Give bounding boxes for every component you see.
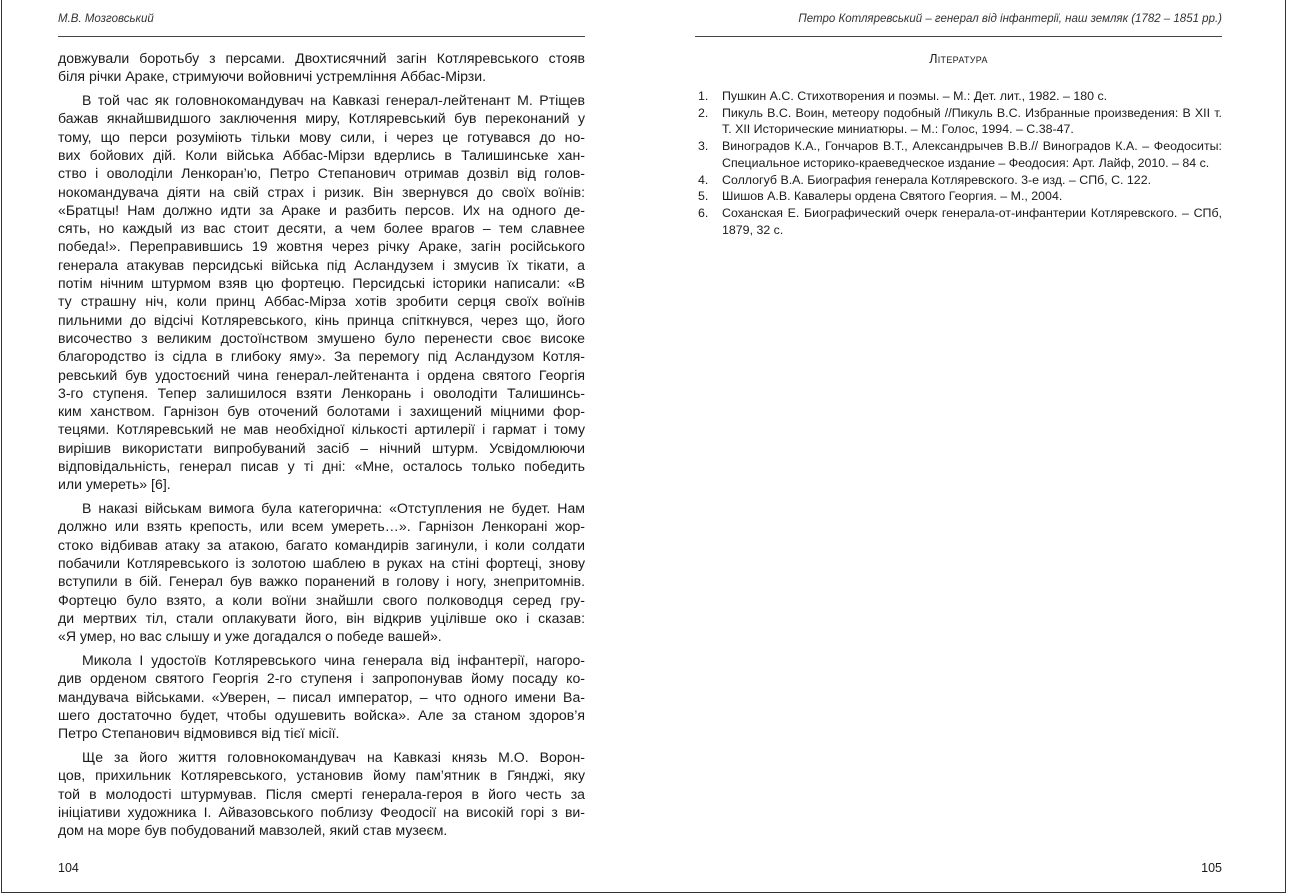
- paragraph: [58, 91, 585, 494]
- text-line: ди мертвих тіл, стали оплакувати його, він відкрив уцілівше око і сказав:: [58, 609, 585, 626]
- text-line: ревський був удостоєний чина генерал-лейтенанта і ордена святого Георгія: [58, 366, 585, 383]
- text-line: Микола І удостоїв Котляревського чина генерала від інфантерії, нагоро-: [82, 652, 585, 668]
- text-line: дом на море був побудований мавзолей, який став музеєм.: [58, 822, 448, 839]
- reference-item: [698, 205, 1222, 238]
- text-line: или умереть» [6].: [58, 476, 171, 493]
- text-line: той в молодості штурмував. Після смерті генерала-героя в його честь за: [58, 785, 585, 802]
- text-line: В той час як головнокомандувач на Кавказі генерал-лейтенант М. Ртіщев: [82, 92, 585, 109]
- reference-item: [698, 172, 1222, 189]
- reference-item: [698, 138, 1222, 171]
- section-title: Література: [929, 52, 988, 66]
- reference-text: Соллогуб В.А. Биография генерала Котляревского. 3-е изд. – СПб, С. 122.: [722, 172, 1152, 187]
- reference-item: [698, 188, 1222, 205]
- text-line: довжували боротьбу з персами. Двохтисячний загін Котляревського стояв: [58, 50, 585, 66]
- text-line: шего достаточно будет, чтобы одушевить войска». Але за станом здоров’я: [58, 706, 585, 723]
- text-line: відповідальність, генерал писав у ті дні: «Мне, осталось только победить: [58, 458, 585, 475]
- text-line: ство і оволоділи Ленкоран’ю, Петро Степанович отримав дозвіл від голов-: [58, 165, 585, 182]
- text-line: победа!». Переправившись 19 жовтня через річку Араке, загін російського: [58, 238, 585, 255]
- text-line: генерала атакував перcидські війська під Асландузем і змусив їх тікати, а: [58, 256, 585, 273]
- paragraph: [58, 748, 585, 839]
- text-line: нокомандувача діяти на свій страх і ризик. Він звернувся до своїх воїнів:: [58, 183, 585, 200]
- body-text: [58, 49, 585, 845]
- text-line: 3-го ступеня. Тепер залишилося взяти Ленкорань і оволодіти Талишинсь-: [58, 384, 585, 401]
- text-line: потім нічним штурмом взяв цю фортецю. Персидські історики написали: «В: [58, 275, 585, 292]
- page-number: 104: [58, 861, 79, 875]
- reference-text: Виноградов К.А., Гончаров В.Т., Александрычев В.В.// Виноградов К.А. – Феодоситы: Специальное историко-краеведческое издание – Феодосия: Арт. Лайф, 2010. – 84 с.: [722, 139, 1222, 170]
- text-line: височество з великим достоїнством змушено було перенести своє високе: [58, 329, 585, 346]
- reference-text: Шишов А.В. Кавалеры ордена Святого Георгия. – М., 2004.: [722, 189, 1063, 204]
- text-line: стоко відбивав атаку за атакою, багато командирів загинули, і коли солдати: [58, 536, 585, 553]
- reference-number: 6.: [698, 205, 709, 220]
- reference-number: 3.: [698, 139, 709, 154]
- running-head-author: М.В. Мозговський: [58, 13, 154, 25]
- reference-number: 4.: [698, 172, 709, 187]
- reference-item: [698, 88, 1222, 105]
- text-line: біля річки Араке, стримуючи войовничі устремління Аббас-Мірзи.: [58, 68, 487, 85]
- text-line: «Я умер, но вас слышу и уже догадался о победе вашей».: [58, 628, 442, 645]
- text-line: «Братцы! Нам должно идти за Араке и разбить персов. Их на одного де-: [58, 201, 585, 218]
- text-line: Ще за його життя головнокомандувач на Кавказі князь М.О. Ворон-: [82, 748, 585, 765]
- text-line: побачили Котляревського із золотою шаблею в руках на стіні фортеці, знову: [58, 555, 585, 572]
- reference-text: Пушкин А.С. Стихотворения и поэмы. – М.: Дет. лит., 1982. – 180 с.: [722, 89, 1108, 103]
- paragraph: [58, 499, 585, 645]
- text-line: сять, но каждый из вас стоит десяти, а чем более врагов – тем славнее: [58, 220, 585, 237]
- right-page: [695, 0, 1222, 896]
- reference-text: Пикуль В.С. Воин, метеору подобный //Пикуль В.С. Избранные произведения: В XII т. Т. XII Исторические миниатюры. – М.: Голос, 1994. – С.38-47.: [722, 105, 1222, 137]
- text-line: мандувача військами. «Уверен, – писал император, – что одного имени Ва-: [58, 688, 585, 705]
- text-line: ким ханством. Гарнізон був оточений болотами і захищений міцними фор-: [58, 403, 585, 420]
- text-line: тецями. Котляревський не мав необхідної кількості артилерії і гармат і тому: [58, 421, 585, 438]
- text-line: В наказі військам вимога була категорична: «Отступления не будет. Нам: [82, 500, 585, 517]
- text-line: ту страшну ніч, коли принц Аббас-Мірза хотів зробити серця своїх воїнів: [58, 293, 585, 310]
- text-line: благородство із сідла в глибоку яму». За перемогу під Асландузом Котля-: [58, 348, 585, 365]
- text-line: вирішив використати випробуваний засіб – нічний штурм. Усвідомлюючи: [58, 439, 585, 456]
- reference-number: 2.: [698, 105, 709, 120]
- page-number: 105: [1201, 861, 1222, 875]
- text-line: див орденом святого Георгія 2-го ступеня і запропонував йому посаду ко-: [58, 670, 585, 687]
- text-line: вступили в бій. Генерал був важко поранений в голову і ногу, знепритомнів.: [58, 573, 585, 590]
- reference-list: [698, 88, 1222, 238]
- reference-number: 1.: [698, 89, 709, 103]
- header-rule: [695, 36, 1222, 37]
- text-line: бажав якнайшвидшого заключення миру, Котляревський був переконаний у: [58, 110, 585, 127]
- header-rule: [58, 36, 585, 37]
- reference-text: Соханская Е. Биографический очерк генерала-от-инфантерии Котляревского. – СПб, 1879, 32 с.: [722, 205, 1222, 237]
- text-line: ініціативи художника І. Айвазовського поблизу Феодосії на високій горі з ви-: [58, 803, 585, 820]
- text-line: Петро Степанович відмовився від тієї місії.: [58, 725, 340, 742]
- left-page: [58, 0, 585, 896]
- reference-number: 5.: [698, 189, 709, 204]
- text-line: Фортецю було взято, а коли воїни знайшли свого полководця серед гру-: [58, 591, 585, 608]
- text-line: пильними до відсічі Котляревського, кінь принца спіткнувся, через що, його: [58, 311, 585, 328]
- text-line: должно или взять крепость, или всем умереть…». Гарнізон Ленкорані жор-: [58, 518, 585, 535]
- text-line: тому, що перси розуміють тільки мову сили, і через це готувався до но-: [58, 128, 585, 145]
- paragraph: [58, 651, 585, 742]
- paragraph: [58, 49, 585, 86]
- running-head-title: Петро Котляревський – генерал від інфантерії, наш земляк (1782 – 1851 рр.): [798, 13, 1222, 25]
- text-line: цов, прихильник Котляревського, установив йому пам’ятник в Гянджі, яку: [58, 767, 585, 784]
- text-line: вих бойових дій. Коли війська Аббас-Мірзи вдерлись в Талишинське хан-: [58, 146, 585, 163]
- reference-item: [698, 105, 1222, 138]
